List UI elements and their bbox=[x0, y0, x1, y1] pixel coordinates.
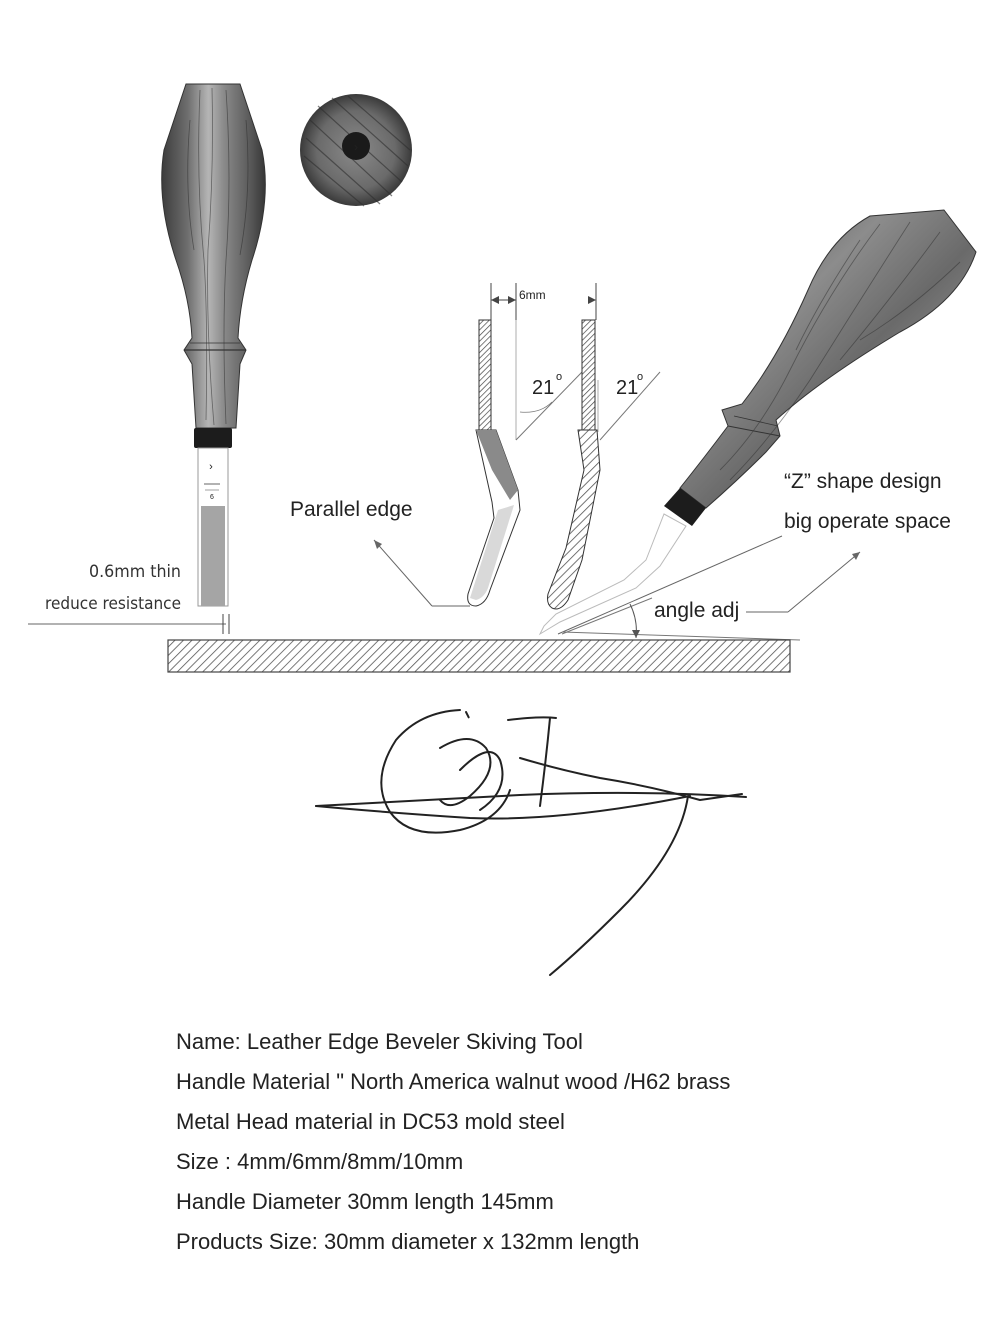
angle-right-label: 21 bbox=[616, 377, 639, 399]
signature bbox=[316, 710, 746, 975]
parallel-edge-label: Parallel edge bbox=[290, 498, 413, 521]
spec-handle-material: Handle Material " North America walnut wood /H62 brass bbox=[176, 1069, 731, 1094]
angle-adj-label: angle adj bbox=[654, 599, 740, 622]
logo-mark: › bbox=[209, 461, 213, 473]
handle-end-view bbox=[300, 94, 412, 206]
resistance-label: reduce resistance bbox=[45, 594, 181, 614]
width-dimension bbox=[491, 283, 596, 320]
spec-size: Size : 4mm/6mm/8mm/10mm bbox=[176, 1149, 464, 1174]
product-specs bbox=[176, 1022, 976, 1262]
z-shape-label: “Z” shape design bbox=[784, 470, 942, 493]
width-label: 6mm bbox=[519, 288, 546, 302]
parallel-edge-callout bbox=[290, 498, 470, 606]
spec-head-material: Metal Head material in DC53 mold steel bbox=[176, 1109, 565, 1134]
thin-label: 0.6mm thin bbox=[89, 562, 181, 582]
brass-ferrule bbox=[194, 428, 232, 448]
vertical-handle bbox=[162, 84, 266, 428]
work-surface bbox=[168, 640, 790, 672]
spec-name: Name: Leather Edge Beveler Skiving Tool bbox=[176, 1029, 583, 1054]
spec-product-size: Products Size: 30mm diameter x 132mm length bbox=[176, 1229, 640, 1254]
size-stamp: 6 bbox=[210, 494, 214, 501]
degree-right: o bbox=[637, 371, 644, 383]
angled-handle bbox=[680, 210, 976, 508]
angled-tool bbox=[540, 210, 976, 634]
vertical-tool bbox=[162, 84, 266, 606]
svg-text:›: › bbox=[354, 140, 358, 154]
angle-left-label: 21 bbox=[532, 377, 555, 399]
degree-left: o bbox=[556, 371, 563, 383]
operate-space-label: big operate space bbox=[784, 510, 951, 533]
spec-handle-dimensions: Handle Diameter 30mm length 145mm bbox=[176, 1189, 554, 1214]
z-shape-callout bbox=[558, 470, 951, 634]
